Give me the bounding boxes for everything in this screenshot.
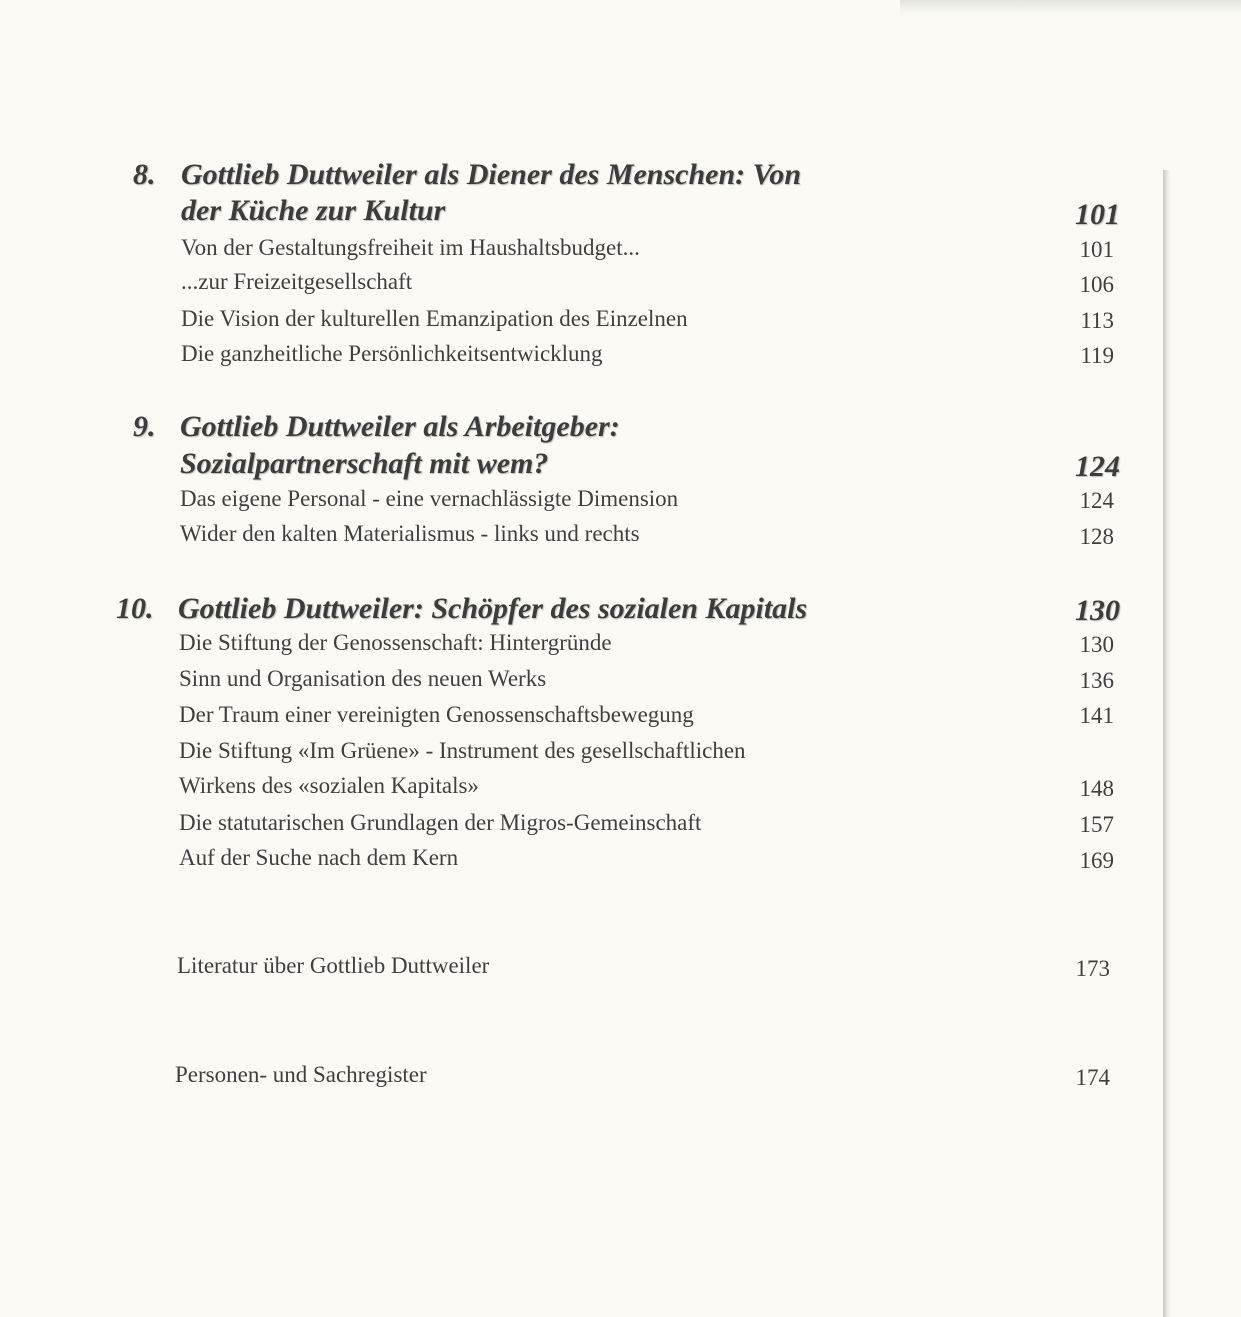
toc-entry: Die statutarischen Grundlagen der Migros-Gemeinschaft <box>179 810 702 835</box>
toc-entry-page: 113 <box>1080 308 1114 333</box>
toc-entry-page: 124 <box>1079 488 1114 513</box>
toc-entry-page: 130 <box>1079 632 1114 657</box>
page-top-shadow <box>900 0 1241 14</box>
toc-entry: ...zur Freizeitgesellschaft <box>181 269 413 294</box>
toc-entry: Sinn und Organisation des neuen Werks <box>179 666 547 691</box>
toc-entry: Die Stiftung der Genossenschaft: Hintergründe <box>179 630 612 655</box>
chapter-9-number: 9. <box>133 410 156 443</box>
chapter-8-page: 101 <box>1075 198 1120 231</box>
chapter-8-title-line1: Gottlieb Duttweiler als Diener des Menschen: Von <box>181 158 802 191</box>
toc-entry-page: 106 <box>1079 272 1114 297</box>
toc-entry: Wider den kalten Materialismus - links und rechts <box>180 521 640 546</box>
toc-appendix-index: Personen- und Sachregister <box>175 1062 427 1087</box>
toc-entry: Wirkens des «sozialen Kapitals» <box>179 773 479 798</box>
chapter-9-title-line2: Sozialpartnerschaft mit wem? <box>180 447 549 480</box>
toc-entry: Die Vision der kulturellen Emanzipation des Einzelnen <box>181 306 688 331</box>
toc-entry-page: 169 <box>1079 848 1114 873</box>
toc-entry: Die Stiftung «Im Grüene» - Instrument des gesellschaftlichen <box>179 738 746 763</box>
toc-entry-page: 101 <box>1079 237 1114 262</box>
toc-appendix-literature-page: 173 <box>1075 956 1110 981</box>
toc-entry-page: 148 <box>1079 776 1114 801</box>
toc-appendix-index-page: 174 <box>1075 1065 1110 1090</box>
chapter-9-title-line1: Gottlieb Duttweiler als Arbeitgeber: <box>180 410 620 443</box>
toc-entry-page: 157 <box>1079 812 1114 837</box>
toc-entry: Von der Gestaltungsfreiheit im Haushaltsbudget... <box>181 235 640 260</box>
toc-entry-page: 119 <box>1080 343 1114 368</box>
toc-entry: Auf der Suche nach dem Kern <box>179 845 459 870</box>
toc-entry: Das eigene Personal - eine vernachlässigte Dimension <box>180 486 679 511</box>
toc-entry: Die ganzheitliche Persönlichkeitsentwicklung <box>181 341 603 366</box>
page-edge <box>1163 170 1171 1317</box>
chapter-8-title-line2: der Küche zur Kultur <box>181 194 446 227</box>
chapter-10-page: 130 <box>1075 594 1120 627</box>
chapter-10-number: 10. <box>116 592 154 625</box>
chapter-9-page: 124 <box>1075 450 1120 483</box>
toc-entry-page: 128 <box>1079 524 1114 549</box>
toc-appendix-literature: Literatur über Gottlieb Duttweiler <box>177 953 490 978</box>
toc-entry-page: 141 <box>1079 703 1114 728</box>
chapter-8-number: 8. <box>133 158 156 191</box>
toc-entry-page: 136 <box>1079 668 1114 693</box>
toc-entry: Der Traum einer vereinigten Genossenschaftsbewegung <box>179 702 694 727</box>
chapter-10-title-line1: Gottlieb Duttweiler: Schöpfer des sozialen Kapitals <box>178 592 808 625</box>
